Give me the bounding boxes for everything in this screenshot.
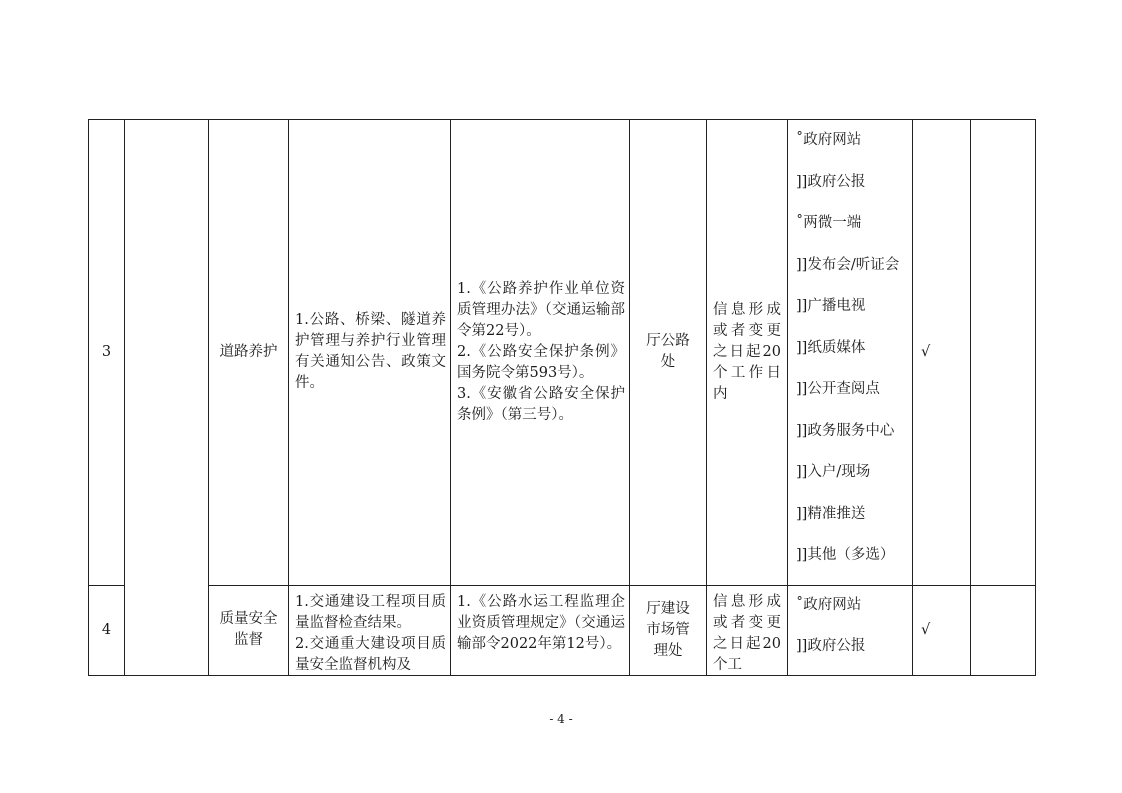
content-text: 1.公路、桥梁、隧道养护管理与养护行业管理有关通知公告、政策文件。	[295, 312, 446, 392]
channel-item: ]]公开查阅点	[796, 381, 880, 397]
channel-item: ]]精准推送	[796, 505, 866, 522]
basis-text: 1.《公路养护作业单位资质管理办法》（交通运输部令第22号）。 2.《公路安全保护条例》国务院令第593号）。 3.《安徽省公路安全保护条例》（第三号）。	[457, 280, 625, 423]
time-cell	[707, 120, 788, 586]
basis-cell	[451, 585, 630, 675]
table-row	[89, 585, 1036, 675]
channel-item: ]]其他（多选）	[796, 547, 895, 563]
channel-item: ]]发布会/听证会	[796, 256, 900, 273]
disclosure-table	[88, 119, 1036, 676]
table-row	[89, 120, 1036, 586]
mark-cell	[913, 585, 971, 675]
channel-item: ]]广播电视	[796, 298, 866, 314]
note-cell	[971, 120, 1036, 586]
channel-list	[788, 120, 912, 585]
page-number: - 4 -	[549, 712, 573, 726]
content-cell	[289, 585, 451, 675]
row-number: 3	[89, 120, 125, 586]
channel-item: ˚政府网站	[796, 132, 862, 148]
channel-item: ˚政府网站	[796, 596, 862, 613]
channels-cell	[788, 120, 913, 586]
item-cell	[209, 585, 289, 675]
department-cell	[630, 585, 707, 675]
channels-cell	[788, 585, 913, 675]
check-mark: √	[921, 343, 931, 360]
time-text: 信息形成或者变更之日起20个工	[713, 593, 781, 672]
content-cell	[289, 120, 451, 586]
department-text: 厅公路处	[646, 333, 690, 371]
channel-item: ]]政府公报	[796, 637, 866, 654]
row-number: 4	[89, 585, 125, 675]
content-text: 1.交通建设工程项目质量监督检查结果。 2.交通重大建设项目质量安全监督机构及	[295, 593, 446, 672]
time-cell	[707, 585, 788, 675]
basis-cell	[451, 120, 630, 586]
channel-item: ]]入户/现场	[796, 464, 871, 480]
item-cell: 道路养护	[209, 120, 289, 586]
channel-item: ]]政务服务中心	[796, 422, 895, 439]
basis-text: 1.《公路水运工程监理企业资质管理规定》（交通运输部令2022年第12号）。	[457, 593, 625, 652]
item-text: 质量安全监督	[219, 611, 278, 648]
channel-list	[788, 586, 912, 675]
check-mark: √	[921, 621, 931, 638]
department-text: 厅建设市场管理处	[646, 600, 690, 659]
category-cell	[125, 120, 209, 676]
channel-item: ]]纸质媒体	[796, 339, 866, 356]
channel-item: ]]政府公报	[796, 173, 866, 190]
time-text: 信息形成或者变更之日起20个工作日内	[713, 301, 781, 402]
note-cell	[971, 585, 1036, 675]
channel-item: ˚两微一端	[796, 215, 862, 231]
mark-cell	[913, 120, 971, 586]
department-cell	[630, 120, 707, 586]
